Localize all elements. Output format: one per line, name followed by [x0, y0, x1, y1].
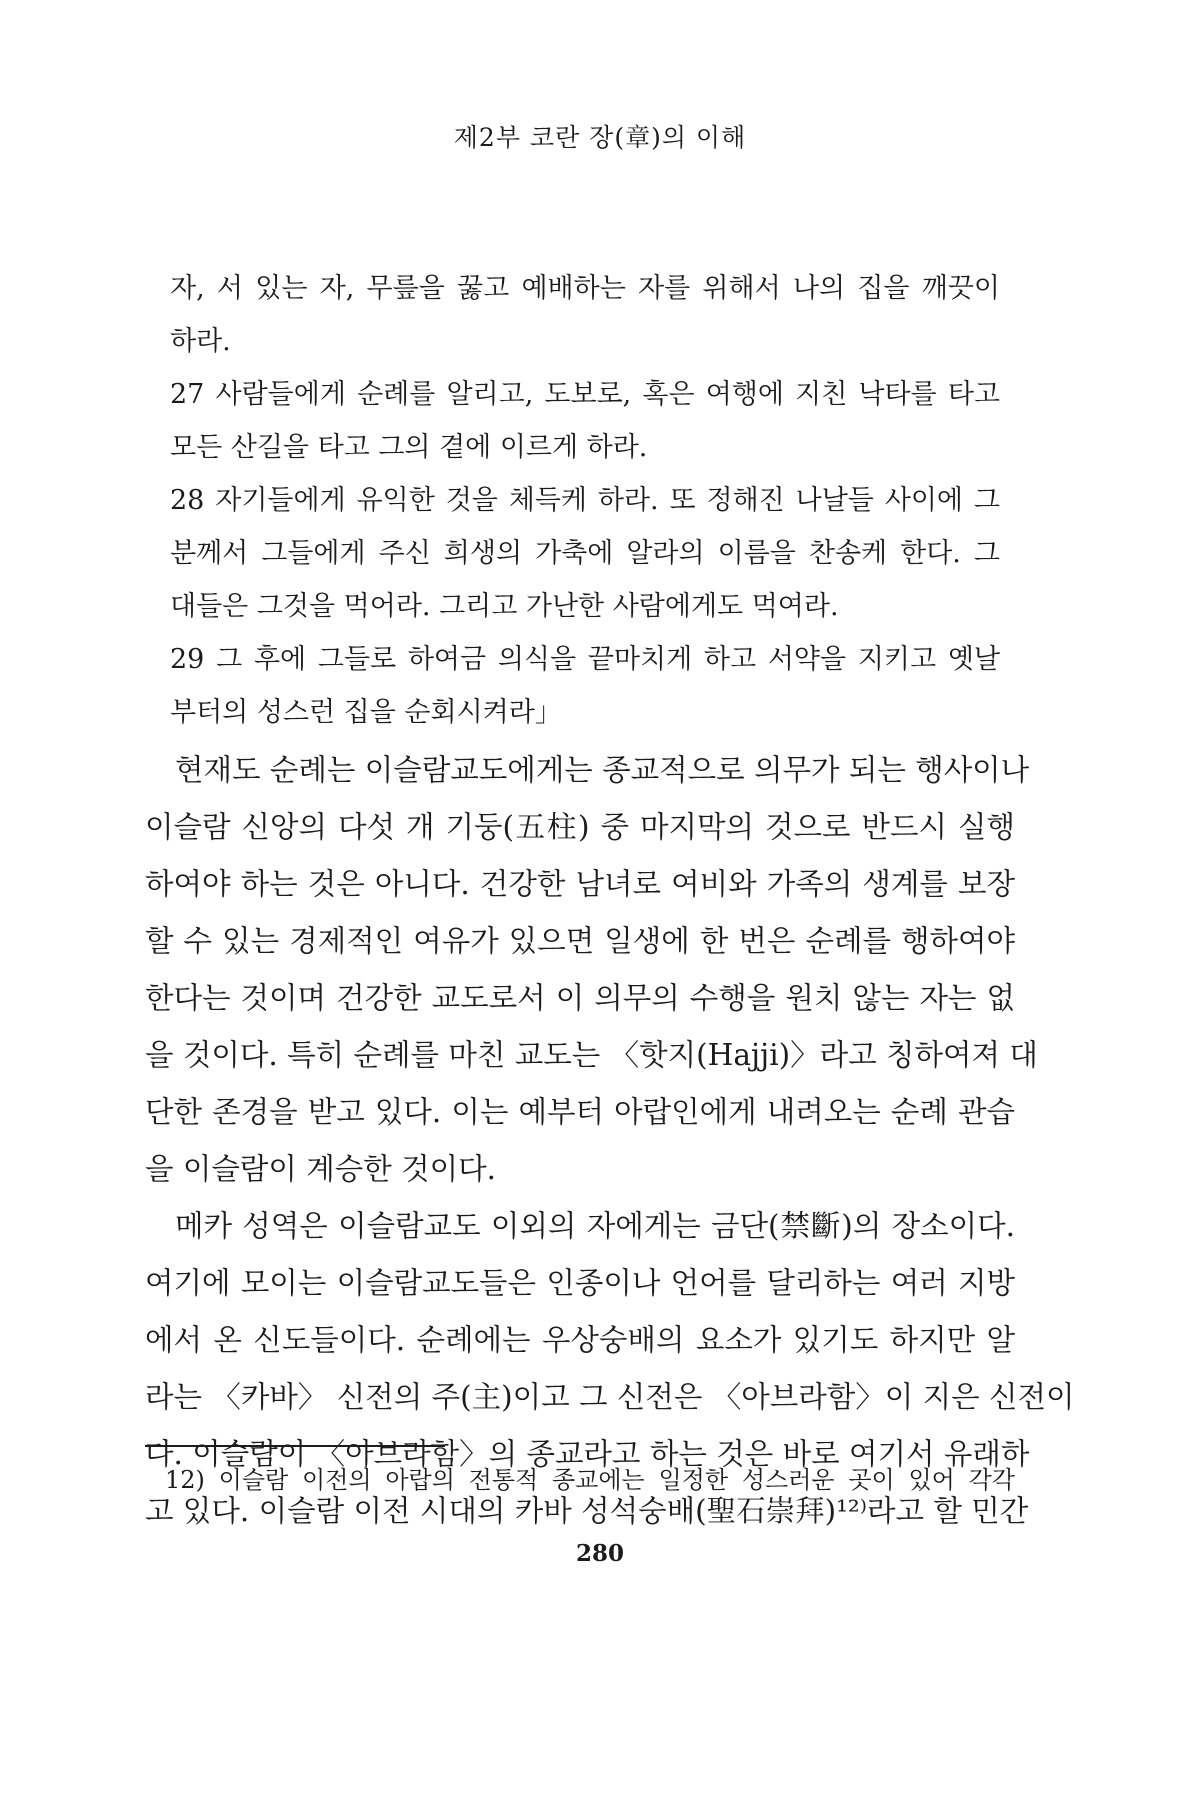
- quote-line: 부터의 성스런 집을 순회시켜라」: [170, 697, 562, 728]
- body-line: 다. 이슬람이 〈아브라함〉의 종교라고 하는 것은 바로 여기서 유래하: [145, 1437, 1030, 1471]
- body-line: 현재도 순례는 이슬람교도에게는 종교적으로 의무가 되는 행사이나: [175, 753, 1030, 787]
- body-line: 여기에 모이는 이슬람교도들은 인종이나 언어를 달리하는 여러 지방: [145, 1266, 1015, 1300]
- quote-line: 29 그 후에 그들로 하여금 의식을 끝마치게 하고 서약을 지키고 옛날: [170, 644, 1000, 675]
- body-line: 을 것이다. 특히 순례를 마친 교도는 〈핫지(Hajji)〉라고 칭하여져 대: [145, 1038, 1038, 1072]
- body-text: [145, 742, 1075, 1540]
- body-line: 단한 존경을 받고 있다. 이는 예부터 아랍인에게 내려오는 순례 관습: [145, 1095, 1015, 1129]
- page-number: 280: [575, 1540, 624, 1567]
- footnote-divider: [145, 1445, 445, 1447]
- body-line: 을 이슬람이 계승한 것이다.: [145, 1152, 496, 1186]
- quote-line: 대들은 그것을 먹어라. 그리고 가난한 사람에게도 먹여라.: [170, 591, 839, 622]
- body-line: 라는 〈카바〉 신전의 주(主)이고 그 신전은 〈아브라함〉이 지은 신전이: [145, 1380, 1075, 1414]
- quote-line: 분께서 그들에게 주신 희생의 가축에 알라의 이름을 찬송케 한다. 그: [170, 538, 1000, 569]
- quote-line: 28 자기들에게 유익한 것을 체득케 하라. 또 정해진 나날들 사이에 그: [170, 485, 1000, 516]
- quote-line: 자, 서 있는 자, 무릎을 꿇고 예배하는 자를 위해서 나의 집을 깨끗이: [170, 273, 1000, 304]
- footnote: 12) 이슬람 이전의 아랍의 전통적 종교에는 일정한 성스러운 곳이 있어 각각: [165, 1466, 1015, 1494]
- body-line: 하여야 하는 것은 아니다. 건강한 남녀로 여비와 가족의 생계를 보장: [145, 867, 1015, 901]
- body-line: 한다는 것이며 건강한 교도로서 이 의무의 수행을 원치 않는 자는 없: [145, 981, 1015, 1015]
- scripture-quote: [170, 262, 1000, 739]
- body-line: 에서 온 신도들이다. 순례에는 우상숭배의 요소가 있기도 하지만 알: [145, 1323, 1015, 1357]
- body-line: 할 수 있는 경제적인 여유가 있으면 일생에 한 번은 순례를 행하여야: [145, 924, 1015, 958]
- quote-line: 하라.: [170, 326, 231, 357]
- quote-line: 모든 산길을 타고 그의 곁에 이르게 하라.: [170, 432, 648, 463]
- body-line: 고 있다. 이슬람 이전 시대의 카바 성석숭배(聖石崇拜)¹²⁾라고 할 민간: [145, 1494, 1029, 1528]
- running-head: 제2부 코란 장(章)의 이해: [453, 123, 747, 152]
- body-line: 메카 성역은 이슬람교도 이외의 자에게는 금단(禁斷)의 장소이다.: [175, 1209, 1015, 1243]
- body-line: 이슬람 신앙의 다섯 개 기둥(五柱) 중 마지막의 것으로 반드시 실행: [145, 810, 1015, 844]
- quote-line: 27 사람들에게 순례를 알리고, 도보로, 혹은 여행에 지친 낙타를 타고: [170, 379, 1000, 410]
